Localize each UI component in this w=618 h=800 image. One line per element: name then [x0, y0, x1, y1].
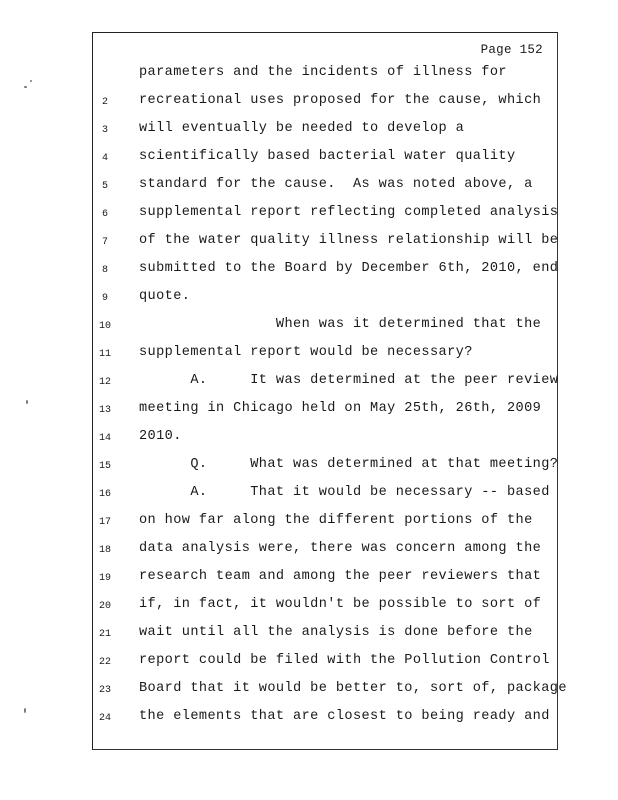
- line-number: 12: [98, 377, 111, 388]
- line-number: 18: [98, 545, 111, 556]
- page-number: Page 152: [480, 43, 543, 57]
- line-number: 7: [101, 237, 108, 248]
- line-text: standard for the cause. As was noted above, a: [139, 177, 533, 192]
- line-text: When was it determined that the: [139, 317, 542, 332]
- transcript-line: [93, 119, 557, 141]
- line-text: submitted to the Board by December 6th, 2010, end: [139, 261, 559, 276]
- line-text: if, in fact, it wouldn't be possible to sort of: [139, 597, 542, 612]
- transcript-line: [93, 707, 557, 729]
- transcript-line: [93, 399, 557, 421]
- line-text: on how far along the different portions of the: [139, 513, 533, 528]
- line-number: 17: [98, 517, 111, 528]
- transcript-line: [93, 651, 557, 673]
- transcript-line: [93, 623, 557, 645]
- line-text: data analysis were, there was concern among the: [139, 541, 542, 556]
- line-number: 4: [101, 153, 108, 164]
- line-number: 3: [101, 125, 108, 136]
- transcript-line: [93, 91, 557, 113]
- transcript-line: [93, 343, 557, 365]
- transcript-line: [93, 483, 557, 505]
- line-number: 23: [98, 685, 111, 696]
- transcript-line: [93, 175, 557, 197]
- line-text: will eventually be needed to develop a: [139, 121, 465, 136]
- transcript-line: [93, 455, 557, 477]
- line-text: 2010.: [139, 429, 182, 444]
- line-text: Board that it would be better to, sort of, package: [139, 681, 567, 696]
- line-number: 11: [98, 349, 111, 360]
- line-number: 22: [98, 657, 111, 668]
- line-text: A. That it would be necessary -- based: [139, 485, 550, 500]
- line-number: 13: [98, 405, 111, 416]
- line-number: 19: [98, 573, 111, 584]
- line-number: 21: [98, 629, 111, 640]
- line-text: quote.: [139, 289, 191, 304]
- line-number: 5: [101, 181, 108, 192]
- line-number: 24: [98, 713, 111, 724]
- transcript-line: [93, 511, 557, 533]
- transcript-line: [93, 315, 557, 337]
- transcript-line: [93, 595, 557, 617]
- transcript-line: [93, 259, 557, 281]
- line-number: 16: [98, 489, 111, 500]
- line-text: the elements that are closest to being ready and: [139, 709, 550, 724]
- transcript-line: [93, 203, 557, 225]
- line-text: Q. What was determined at that meeting?: [139, 457, 559, 472]
- line-number: 14: [98, 433, 111, 444]
- line-text: wait until all the analysis is done before the: [139, 625, 533, 640]
- line-text: report could be filed with the Pollution Control: [139, 653, 550, 668]
- line-number: 10: [98, 321, 111, 332]
- line-text: supplemental report would be necessary?: [139, 345, 473, 360]
- line-text: A. It was determined at the peer review: [139, 373, 559, 388]
- transcript-line: [93, 567, 557, 589]
- line-text: recreational uses proposed for the cause, which: [139, 93, 542, 108]
- line-text: of the water quality illness relationship will be: [139, 233, 559, 248]
- line-number: 6: [101, 209, 108, 220]
- transcript-line: [93, 287, 557, 309]
- transcript-page: [92, 32, 567, 750]
- transcript-line: [93, 679, 567, 701]
- line-number: 9: [101, 293, 108, 304]
- line-number: 15: [98, 461, 111, 472]
- line-text: supplemental report reflecting completed analysis: [139, 205, 559, 220]
- transcript-line: [93, 147, 557, 169]
- line-text: parameters and the incidents of illness for: [139, 65, 507, 80]
- line-number: 20: [98, 601, 111, 612]
- line-text: scientifically based bacterial water quality: [139, 149, 516, 164]
- transcript-line: [93, 63, 557, 85]
- transcript-line: [93, 231, 557, 253]
- line-text: research team and among the peer reviewers that: [139, 569, 542, 584]
- line-number: 2: [101, 97, 108, 108]
- transcript-line: [93, 427, 557, 449]
- transcript-line: [93, 539, 557, 561]
- line-text: meeting in Chicago held on May 25th, 26th, 2009: [139, 401, 542, 416]
- transcript-line: [93, 371, 557, 393]
- line-number: 8: [101, 265, 108, 276]
